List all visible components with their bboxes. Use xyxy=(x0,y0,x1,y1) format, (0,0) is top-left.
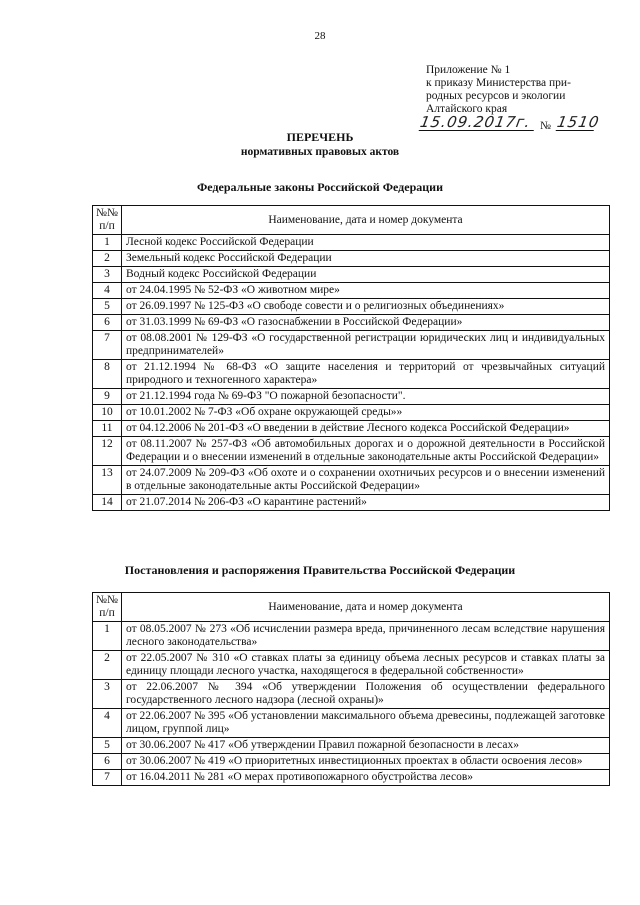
row-number: 3 xyxy=(93,267,122,283)
table-header-row xyxy=(93,593,610,622)
table-row xyxy=(93,360,610,389)
row-number: 2 xyxy=(93,651,122,680)
row-number: 10 xyxy=(93,405,122,421)
document-name: от 21.12.1994 года № 69-ФЗ "О пожарной безопасности". xyxy=(122,389,610,405)
document-name: от 26.09.1997 № 125-ФЗ «О свободе совести и о религиозных объединениях» xyxy=(122,299,610,315)
document-name: от 24.07.2009 № 209-ФЗ «Об охоте и о сохранении охотничьих ресурсов и о внесении изменений в отдельные законодательные акты Российской Федерации» xyxy=(122,466,610,495)
section-heading-government: Постановления и распоряжения Правительства Российской Федерации xyxy=(124,563,516,577)
appendix-header xyxy=(418,64,602,136)
document-name: от 22.05.2007 № 310 «О ставках платы за единицу объема лесных ресурсов и ставках платы за единицу площади лесного участка, находящегося в федеральной собственности» xyxy=(122,651,610,680)
federal-laws-table xyxy=(92,205,610,511)
document-name: Водный кодекс Российской Федерации xyxy=(122,267,610,283)
document-name: от 30.06.2007 № 417 «Об утверждении Правил пожарной безопасности в лесах» xyxy=(122,738,610,754)
row-number: 5 xyxy=(93,738,122,754)
document-name: Лесной кодекс Российской Федерации xyxy=(122,235,610,251)
document-subtitle: нормативных правовых актов xyxy=(240,146,400,158)
row-number: 11 xyxy=(93,421,122,437)
table-row xyxy=(93,495,610,511)
appendix-line-1: Приложение № 1 xyxy=(426,64,511,76)
table-row xyxy=(93,421,610,437)
document-name: от 22.06.2007 № 394 «Об утверждении Положения об осуществлении федерального государственного лесного надзора (лесной охраны)» xyxy=(122,680,610,709)
number-sign: № xyxy=(540,120,551,132)
row-number: 7 xyxy=(93,331,122,360)
table-row xyxy=(93,283,610,299)
row-number: 8 xyxy=(93,360,122,389)
row-number: 1 xyxy=(93,235,122,251)
row-number: 6 xyxy=(93,754,122,770)
row-number: 1 xyxy=(93,622,122,651)
document-name: от 31.03.1999 № 69-ФЗ «О газоснабжении в Российской Федерации» xyxy=(122,315,610,331)
table-row xyxy=(93,651,610,680)
table-row xyxy=(93,299,610,315)
page-number: 28 xyxy=(314,30,326,42)
table-row xyxy=(93,770,610,786)
document-name: от 21.12.1994 № 68-ФЗ «О защите населения и территорий от чрезвычайных ситуаций природного и техногенного характера» xyxy=(122,360,610,389)
table-row xyxy=(93,251,610,267)
government-acts-table-body xyxy=(93,593,610,786)
document-name: от 04.12.2006 № 201-ФЗ «О введении в действие Лесного кодекса Российской Федерации» xyxy=(122,421,610,437)
row-number: 9 xyxy=(93,389,122,405)
column-header-name: Наименование, дата и номер документа xyxy=(122,593,610,622)
appendix-line-2: к приказу Министерства при- xyxy=(426,77,571,89)
table-row xyxy=(93,709,610,738)
table-row xyxy=(93,315,610,331)
row-number: 2 xyxy=(93,251,122,267)
table-row xyxy=(93,235,610,251)
table-header-row xyxy=(93,206,610,235)
document-name: от 16.04.2011 № 281 «О мерах противопожарного обустройства лесов» xyxy=(122,770,610,786)
row-number: 6 xyxy=(93,315,122,331)
document-name: Земельный кодекс Российской Федерации xyxy=(122,251,610,267)
row-number: 3 xyxy=(93,680,122,709)
row-number: 14 xyxy=(93,495,122,511)
document-name: от 08.11.2007 № 257-ФЗ «Об автомобильных дорогах и о дорожной деятельности в Российской Федерации и о внесении изменений в отдельные законодательные акты Российской Федерации» xyxy=(122,437,610,466)
table-row xyxy=(93,437,610,466)
table-row xyxy=(93,738,610,754)
handwritten-date: 15.09.2017г. xyxy=(419,116,537,131)
table-row xyxy=(93,754,610,770)
document-name: от 24.04.1995 № 52-ФЗ «О животном мире» xyxy=(122,283,610,299)
row-number: 7 xyxy=(93,770,122,786)
document-name: от 30.06.2007 № 419 «О приоритетных инвестиционных проектах в области освоения лесов» xyxy=(122,754,610,770)
document-name: от 22.06.2007 № 395 «Об установлении максимального объема древесины, подлежащей заготовке лицом, группой лиц» xyxy=(122,709,610,738)
handwritten-order-number: 1510 xyxy=(555,113,602,131)
section-heading-laws: Федеральные законы Российской Федерации xyxy=(197,180,443,194)
table-row xyxy=(93,267,610,283)
table-row xyxy=(93,466,610,495)
document-name: от 08.08.2001 № 129-ФЗ «О государственной регистрации юридических лиц и индивидуальных предпринимателей» xyxy=(122,331,610,360)
row-number: 4 xyxy=(93,709,122,738)
government-acts-table xyxy=(92,592,610,786)
row-number: 5 xyxy=(93,299,122,315)
federal-laws-table-body xyxy=(93,206,610,511)
table-row xyxy=(93,331,610,360)
table-row xyxy=(93,405,610,421)
column-header-number: №№ п/п xyxy=(93,206,122,235)
table-row xyxy=(93,680,610,709)
table-row xyxy=(93,389,610,405)
document-title: ПЕРЕЧЕНЬ xyxy=(286,130,354,144)
column-header-name: Наименование, дата и номер документа xyxy=(122,206,610,235)
appendix-line-4: Алтайского края xyxy=(426,103,508,115)
table-row xyxy=(93,622,610,651)
appendix-line-3: родных ресурсов и экологии xyxy=(426,90,566,102)
document-name: от 10.01.2002 № 7-ФЗ «Об охране окружающей среды»» xyxy=(122,405,610,421)
row-number: 12 xyxy=(93,437,122,466)
document-name: от 21.07.2014 № 206-ФЗ «О карантине растений» xyxy=(122,495,610,511)
row-number: 13 xyxy=(93,466,122,495)
column-header-number: №№ п/п xyxy=(93,593,122,622)
document-name: от 08.05.2007 № 273 «Об исчислении размера вреда, причиненного лесам вследствие нарушения лесного законодательства» xyxy=(122,622,610,651)
row-number: 4 xyxy=(93,283,122,299)
